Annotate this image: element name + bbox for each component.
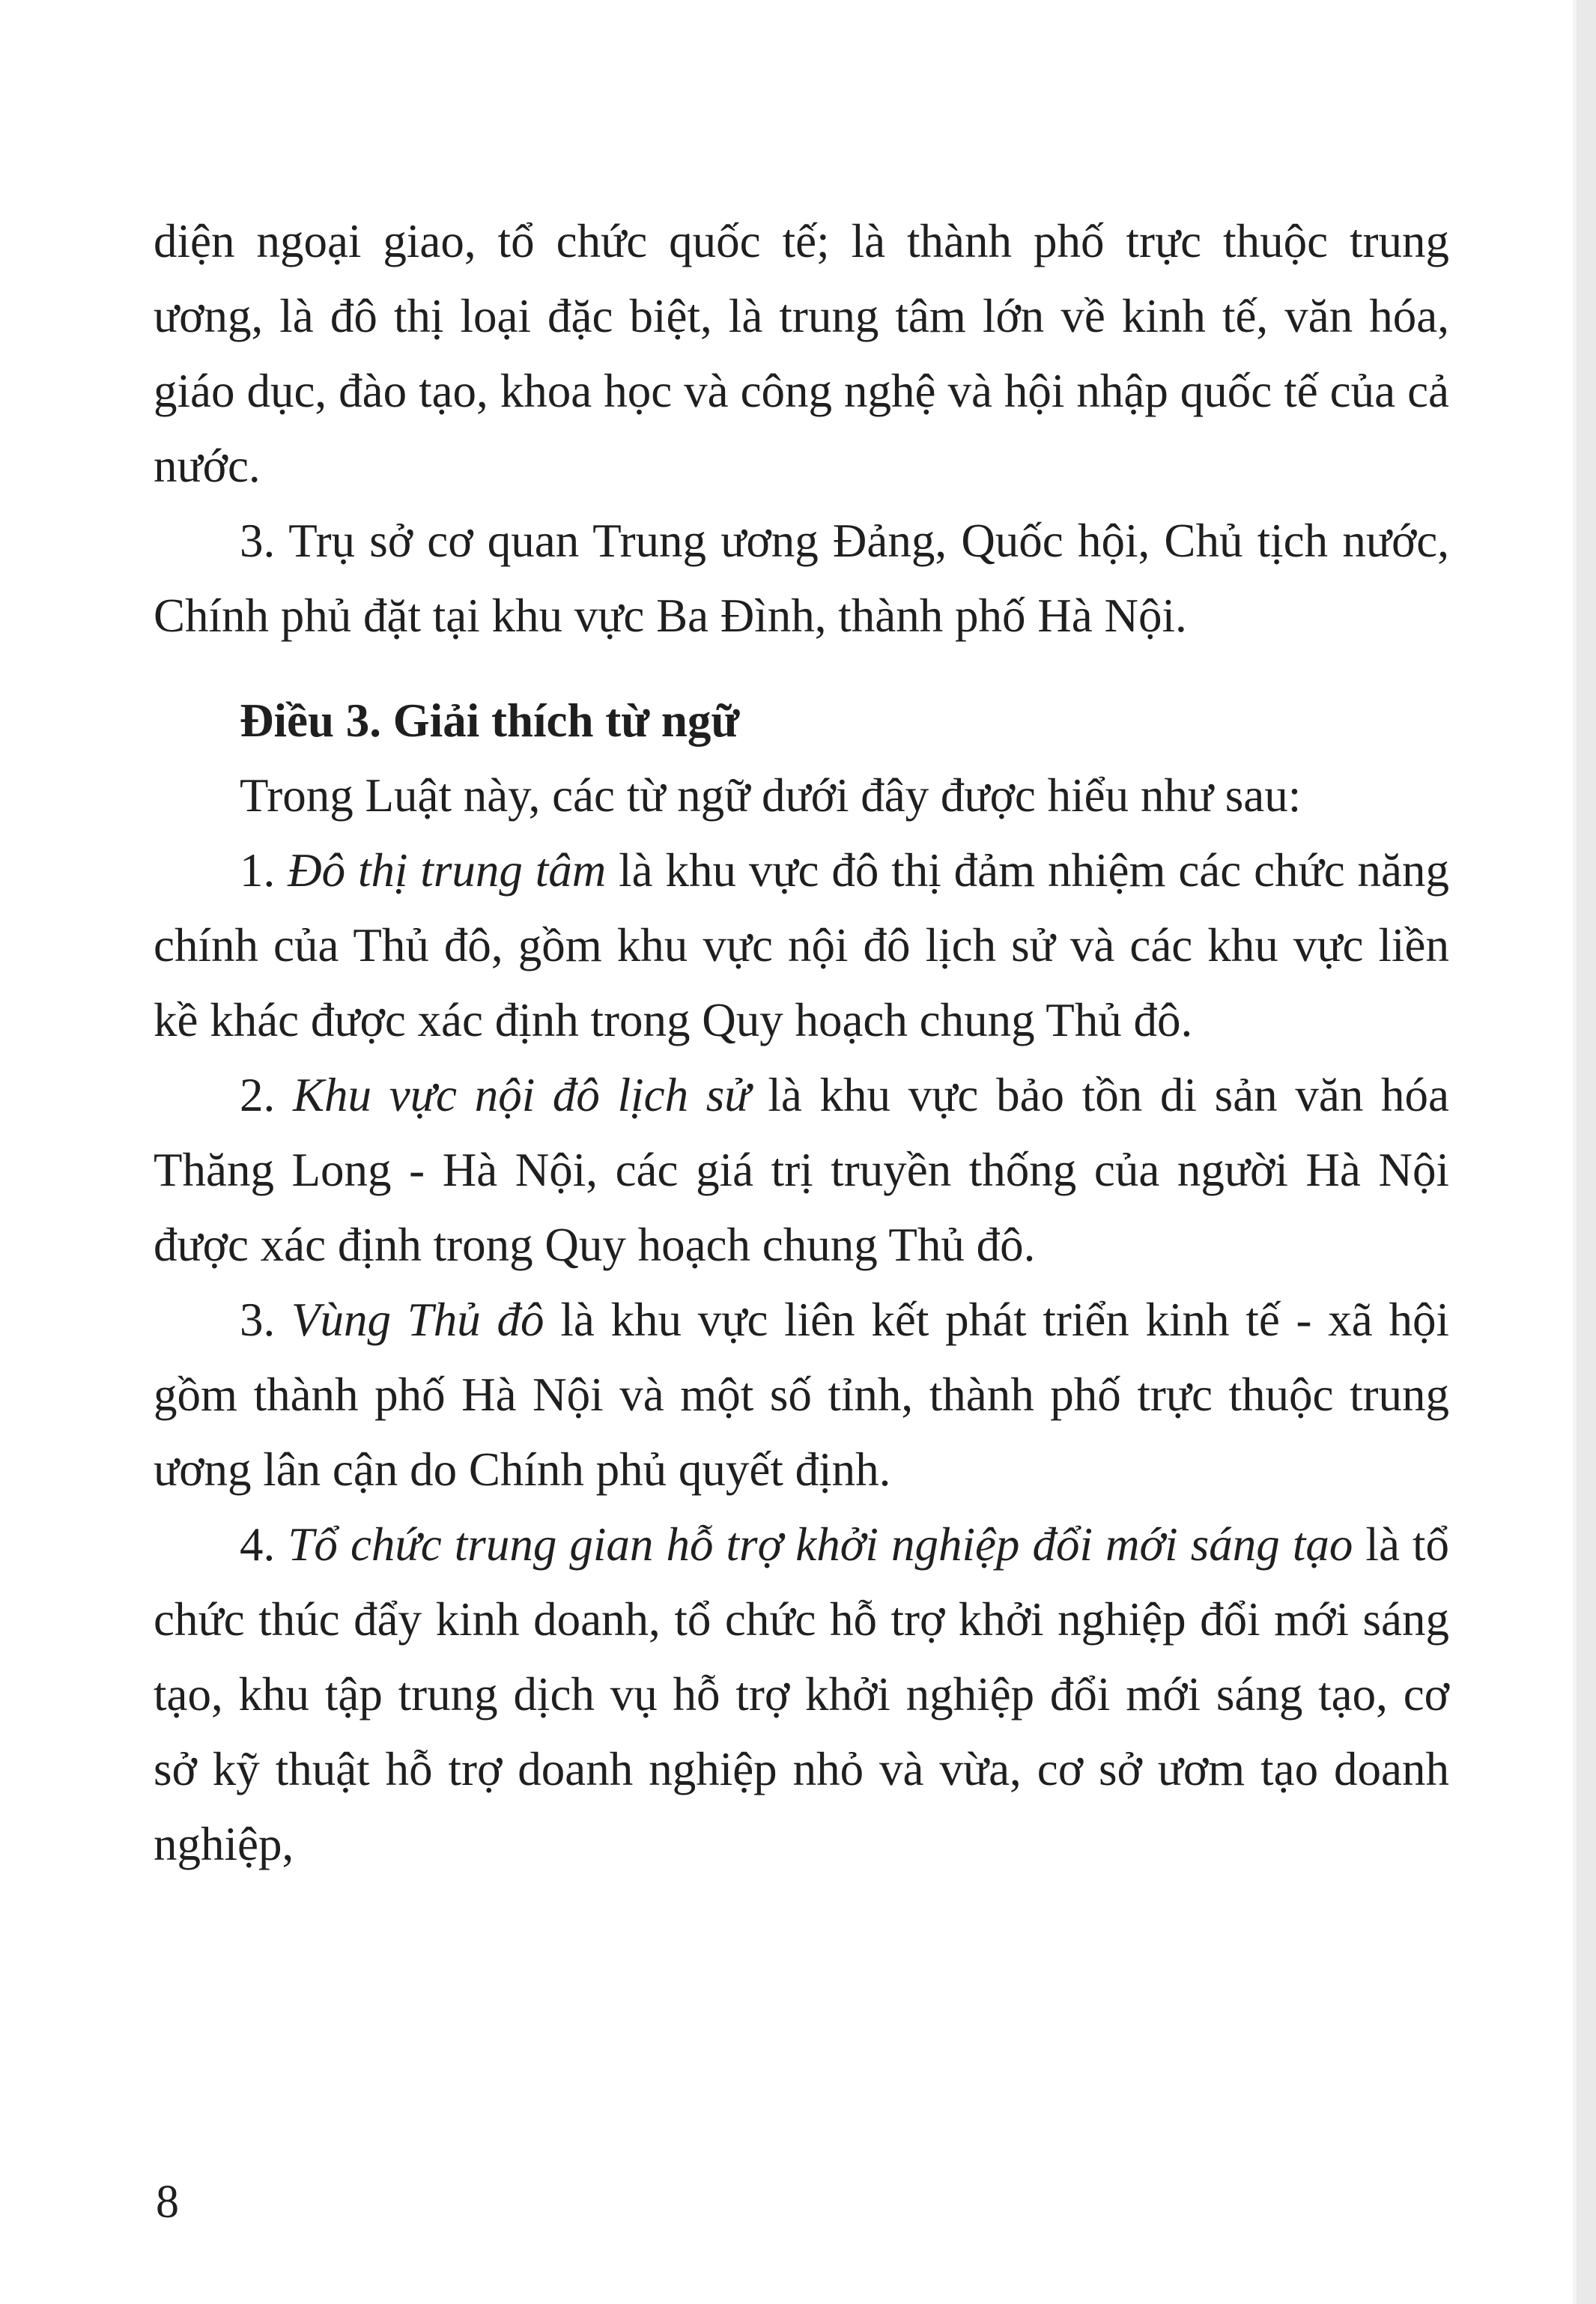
definition-2 — [154, 1058, 1449, 1282]
text-segment: Trong Luật này, các từ ngữ dưới đây được hiểu như sau: — [240, 769, 1302, 822]
right-gutter — [1573, 0, 1596, 2304]
text-segment: 3. — [240, 1294, 292, 1346]
text-segment: 1. — [240, 844, 288, 897]
page-number: 8 — [156, 2177, 179, 2228]
definition-1 — [154, 833, 1449, 1058]
text-segment: là khu vực đô thị đảm nhiệm các chức năng chính của Thủ đô, gồm khu vực nội đô lịch sử và các khu vực liền kề khác được xác định trong Quy hoạch chung Thủ đô. — [154, 844, 1450, 1046]
text-segment: là tổ chức thúc đẩy kinh doanh, tổ chức hỗ trợ khởi nghiệp đổi mới sáng tạo, khu tập trung dịch vụ hỗ trợ khởi nghiệp đổi mới sáng tạo, cơ sở kỹ thuật hỗ trợ doanh nghiệp nhỏ và vừa, cơ sở ươm tạo doanh nghiệp, — [154, 1518, 1449, 1870]
defined-term: Đô thị trung tâm — [288, 844, 607, 897]
text-segment: là khu vực liên kết phát triển kinh tế - xã hội gồm thành phố Hà Nội và một số tỉnh, thành phố trực thuộc trung ương lân cận do Chính phủ quyết định. — [154, 1294, 1450, 1496]
page-content — [154, 204, 1449, 1882]
definition-4 — [154, 1507, 1449, 1882]
defined-term: Vùng Thủ đô — [291, 1294, 544, 1346]
text-segment: là khu vực bảo tồn di sản văn hóa Thăng Long - Hà Nội, các giá trị truyền thống của người Hà Nội được xác định trong Quy hoạch chung Thủ đô. — [154, 1069, 1449, 1271]
continuation-paragraph — [154, 204, 1449, 503]
text-segment: diện ngoại giao, tổ chức quốc tế; là thành phố trực thuộc trung ương, là đô thị loại đặc biệt, là trung tâm lớn về kinh tế, văn hóa, giáo dục, đào tạo, khoa học và công nghệ và hội nhập quốc tế của cả nước. — [154, 215, 1449, 492]
defined-term: Khu vực nội đô lịch sử — [292, 1069, 750, 1121]
defined-term: Tổ chức trung gian hỗ trợ khởi nghiệp đổi mới sáng tạo — [288, 1518, 1353, 1571]
text-segment: Điều 3. Giải thích từ ngữ — [240, 694, 740, 747]
text-segment: 3. Trụ sở cơ quan Trung ương Đảng, Quốc hội, Chủ tịch nước, Chính phủ đặt tại khu vực Ba Đình, thành phố Hà Nội. — [154, 515, 1449, 642]
definition-3 — [154, 1282, 1449, 1507]
text-segment: 4. — [240, 1518, 288, 1571]
intro-line — [154, 758, 1449, 833]
article-3-heading — [154, 683, 1449, 758]
clause-3-paragraph — [154, 503, 1449, 653]
text-segment: 2. — [240, 1069, 293, 1121]
